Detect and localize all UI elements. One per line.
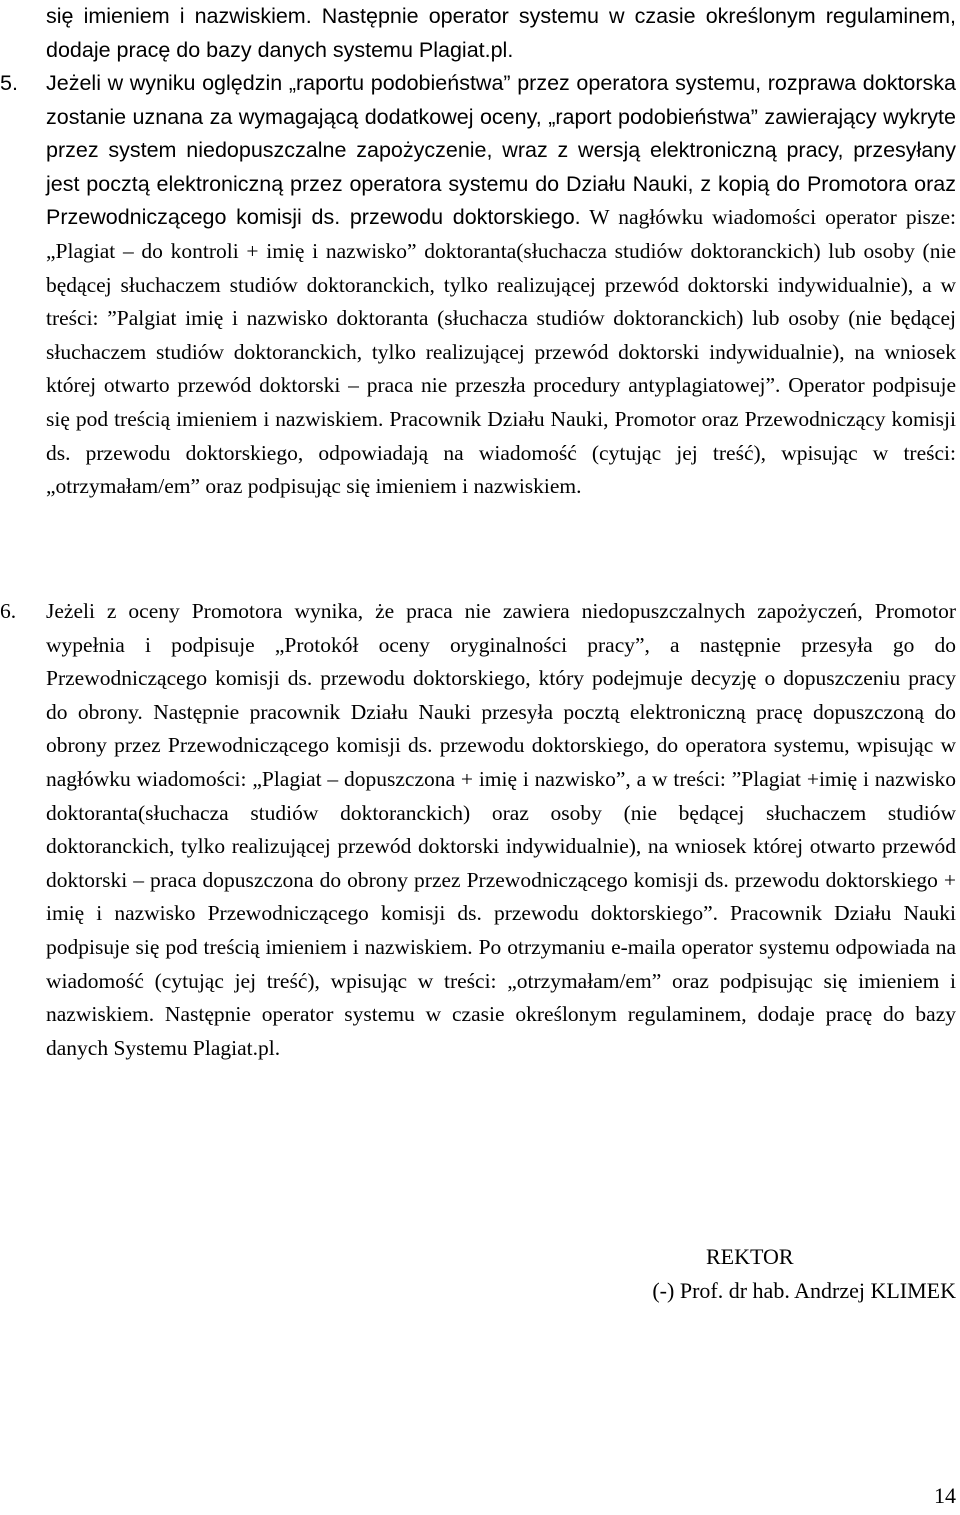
list-item-text: Jeżeli z oceny Promotora wynika, że praca nie zawiera niedopuszczalnych zapożyczeń, Promotor wypełnia i podpisuje „Protokół oceny oryginalności pracy”, a następnie przesyła go do Przewodniczącego komisji ds. przewodu doktorskiego, który podejmuje decyzję o dopuszczeniu pracy do obrony. Następnie pracownik Działu Nauki przesyła pocztą elektroniczną pracę dopuszczoną do obrony przez Przewodniczącego komisji ds. przewodu doktorskiego, do operatora systemu, wpisując w nagłówku wiadomości: „Plagiat – dopuszczona + imię i nazwisko”, a w treści: ”Plagiat +imię i nazwisko doktoranta(słuchacza studiów doktoranckich) oraz osoby (nie będącej słuchaczem studiów doktoranckich, tylko realizującej przewód doktorski indywidualnie), na wniosek której otwarto przewód doktorski – praca dopuszczona do obrony przez Przewodniczącego komisji ds. przewodu doktorskiego + imię i nazwisko Przewodniczącego komisji ds. przewodu doktorskiego”. Pracownik Działu Nauki podpisuje się pod treścią imieniem i nazwiskiem. Po otrzymaniu e-maila operator systemu odpowiada na wiadomość (cytując jej treść), wpisując w treści: „otrzymałam/em” oraz podpisując się imieniem i nazwiskiem. Następnie operator systemu w czasie określonym regulaminem, dodaje pracę do bazy danych Systemu Plagiat.pl.	[46, 599, 956, 1060]
signature-name: (-) Prof. dr hab. Andrzej KLIMEK	[652, 1278, 956, 1303]
page-number: 14	[934, 1483, 956, 1508]
list-item-text-part-2: W nagłówku wiadomości operator pisze: „Plagiat – do kontroli + imię i nazwisko” doktoranta(słuchacza studiów doktoranckich) lub osoby (nie będącej słuchaczem studiów doktoranckich, tylko realizującej przewód doktorski indywidualnie), a w treści: ”Palgiat imię i nazwisko doktoranta (słuchacza studiów doktoranckich) lub osoby (nie będącej słuchaczem studiów doktoranckich, tylko realizującej przewód doktorski indywidualnie), na wniosek której otwarto przewód doktorski – praca nie przeszła procedury antyplagiatowej”. Operator podpisuje się pod treścią imieniem i nazwiskiem. Pracownik Działu Nauki, Promotor oraz Przewodniczący komisji ds. przewodu doktorskiego, odpowiadają na wiadomość (cytując jej treść), wpisując w treści: „otrzymałam/em” oraz podpisując się imieniem i nazwiskiem.	[46, 205, 956, 499]
list-item-number: 5.	[0, 71, 18, 95]
list-item-text-part-1: Jeżeli w wyniku oględzin „raportu podobieństwa” przez operatora systemu, rozprawa doktorska zostanie uznana za wymagającą dodatkowej oceny, „raport podobieństwa” zawierający wykryte przez system niedopuszczalne zapożyczenie, wraz z wersją elektroniczną pracy, przesyłany jest pocztą elektroniczną przez operatora systemu do Działu Nauki, z kopią do Promotora oraz Przewodniczącego komisji ds. przewodu doktorskiego.	[46, 71, 956, 230]
signature-block	[596, 1240, 956, 1308]
list-item-text	[46, 67, 956, 504]
signature-title: REKTOR	[706, 1244, 794, 1269]
list-item-number: 6.	[0, 599, 17, 623]
intro-paragraph: się imieniem i nazwiskiem. Następnie operator systemu w czasie określonym regulaminem, dodaje pracę do bazy danych systemu Plagiat.pl.	[46, 4, 956, 62]
